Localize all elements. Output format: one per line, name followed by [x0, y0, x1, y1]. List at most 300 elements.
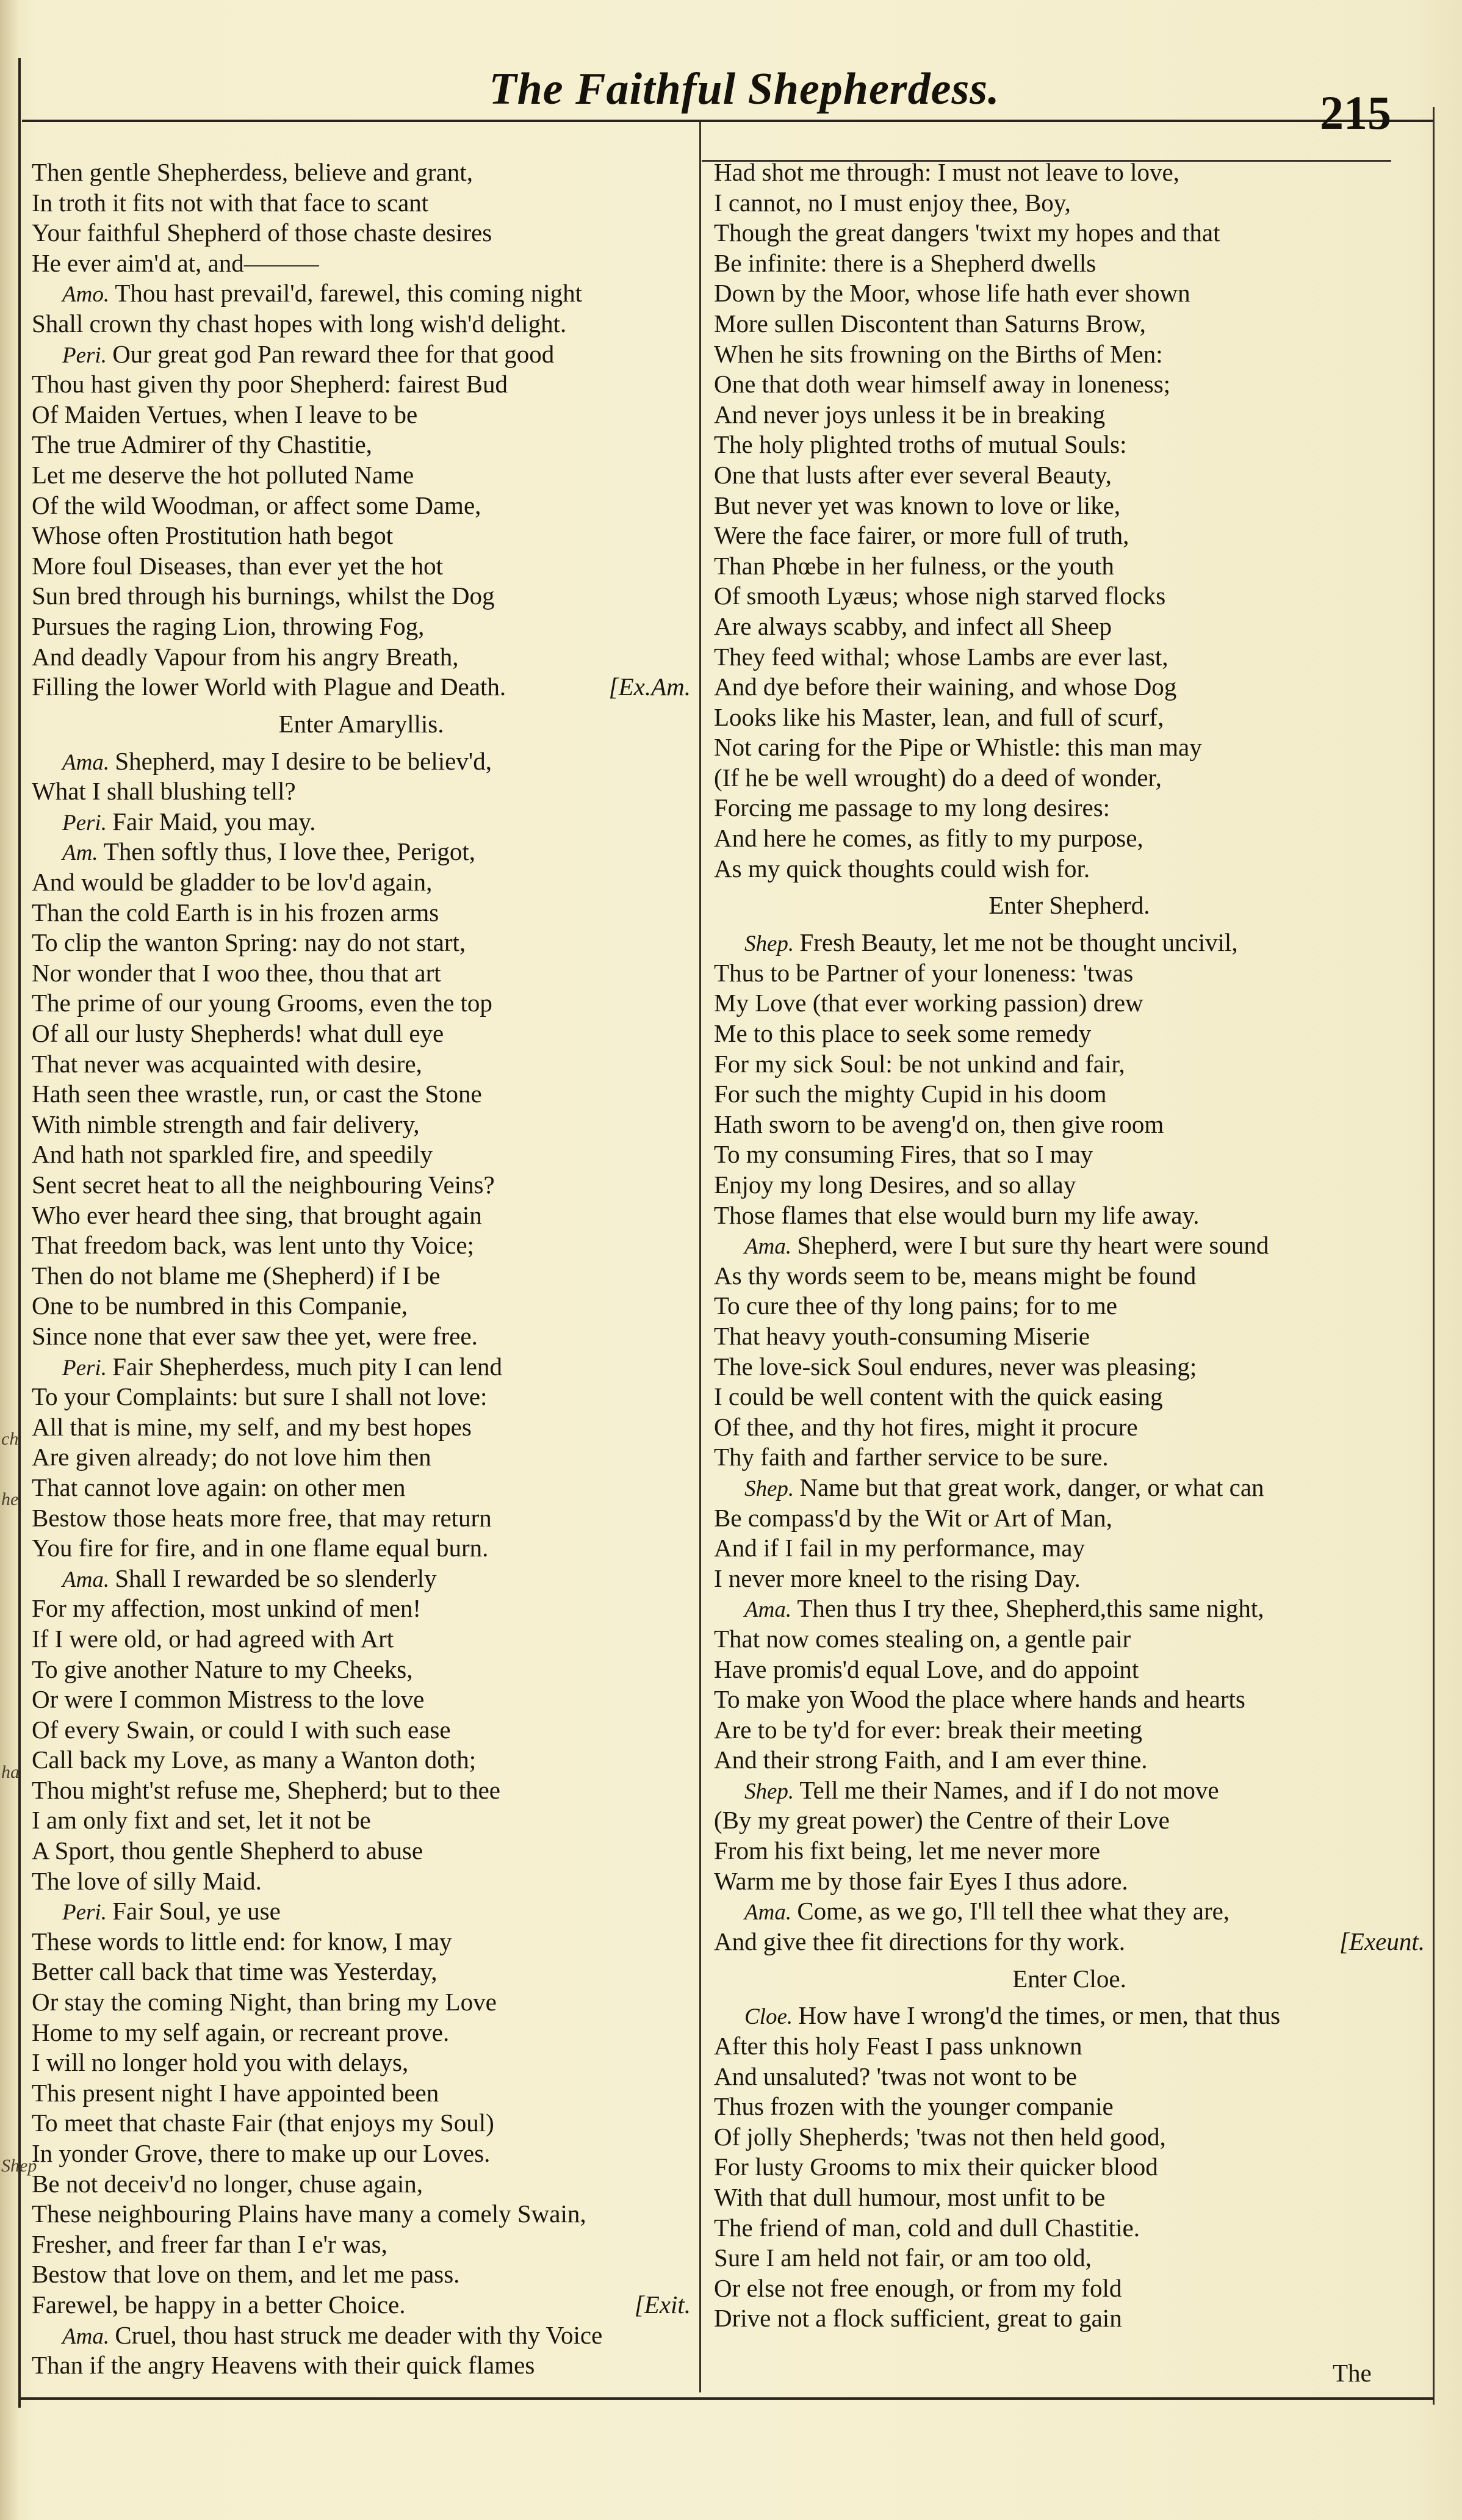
verse-line — [714, 1473, 1425, 1503]
verse-text: Name but that great work, danger, or what can — [799, 1473, 1264, 1501]
verse-text: And hath not sparkled fire, and speedily — [32, 1140, 433, 1169]
verse-line — [32, 1200, 691, 1231]
verse-line — [714, 1412, 1425, 1443]
verse-text: Bestow that love on them, and let me pass. — [32, 2260, 460, 2289]
verse-line — [714, 1655, 1425, 1685]
verse-text: Come, as we go, I'll tell thee what they are, — [797, 1897, 1230, 1926]
verse-text: Fair Shepherdess, much pity I can lend — [112, 1352, 502, 1381]
verse-line — [714, 2001, 1425, 2031]
margin-fragment: Shep — [1, 2155, 37, 2176]
verse-text: But never yet was known to love or like, — [714, 491, 1121, 519]
verse-text: The friend of man, cold and dull Chastitie. — [714, 2213, 1140, 2242]
verse-line — [32, 218, 691, 248]
speaker-prefix: Am. — [62, 840, 104, 866]
verse-text: As thy words seem to be, means might be found — [714, 1261, 1197, 1290]
verse-line — [714, 2303, 1425, 2334]
verse-text: You fire for fire, and in one flame equal burn. — [32, 1534, 489, 1562]
verse-text: Shall I rewarded be so slenderly — [115, 1564, 437, 1592]
verse-line — [714, 521, 1425, 551]
verse-text: Nor wonder that I woo thee, thou that art — [32, 958, 441, 987]
verse-line — [714, 1291, 1425, 1321]
verse-text: And their strong Faith, and I am ever thine. — [714, 1746, 1148, 1774]
verse-line — [32, 1139, 691, 1170]
verse-text: I cannot, no I must enjoy thee, Boy, — [714, 188, 1071, 217]
verse-text: To my consuming Fires, that so I may — [714, 1140, 1093, 1169]
verse-line — [32, 1442, 691, 1473]
verse-text: And deadly Vapour from his angry Breath, — [32, 642, 459, 671]
verse-line — [714, 2122, 1425, 2153]
speaker-prefix: Ama. — [744, 1234, 798, 1260]
verse-line — [32, 1503, 691, 1534]
verse-text: With nimble strength and fair delivery, — [32, 1110, 420, 1138]
verse-line — [714, 672, 1425, 702]
verse-text: Thou hast prevail'd, farewel, this coming night — [115, 279, 583, 308]
verse-line — [714, 1503, 1425, 1534]
verse-text: And if I fail in my performance, may — [714, 1534, 1085, 1562]
verse-text: Tell me their Names, and if I do not move — [799, 1775, 1219, 1804]
verse-text: The true Admirer of thy Chastitie, — [32, 430, 372, 459]
verse-line — [32, 1110, 691, 1140]
verse-text: And unsaluted? 'twas not wont to be — [714, 2062, 1077, 2090]
verse-line — [32, 1230, 691, 1261]
verse-text: Of Maiden Vertues, when I leave to be — [32, 400, 418, 428]
verse-line — [714, 642, 1425, 673]
verse-line — [32, 1957, 691, 1987]
verse-line — [32, 988, 691, 1019]
verse-line — [32, 157, 691, 188]
verse-text: Thou hast given thy poor Shepherd: fairest Bud — [32, 370, 508, 399]
verse-text: The holy plighted troths of mutual Souls: — [714, 430, 1127, 459]
verse-text: Since none that ever saw thee yet, were free. — [32, 1321, 478, 1350]
verse-line — [32, 1624, 691, 1655]
verse-line — [714, 1927, 1425, 1957]
verse-text: He ever aim'd at, and——— — [32, 248, 319, 277]
verse-text: One that doth wear himself away in loneness; — [714, 370, 1171, 399]
verse-line — [32, 309, 691, 339]
verse-text: Have promis'd equal Love, and do appoint — [714, 1655, 1139, 1683]
stage-direction — [32, 702, 691, 746]
verse-text: Who ever heard thee sing, that brought again — [32, 1200, 482, 1229]
verse-text: Or stay the coming Night, than bring my Love — [32, 1988, 497, 2016]
verse-line — [714, 732, 1425, 763]
verse-line — [32, 1473, 691, 1503]
speaker-prefix: Peri. — [62, 1355, 113, 1381]
verse-line — [32, 1352, 691, 1382]
verse-text: Shall crown thy chast hopes with long wish'd delight. — [32, 309, 567, 338]
verse-text: Farewel, be happy in a better Choice. — [32, 2290, 406, 2319]
verse-text: Than if the angry Heavens with their quick flames — [32, 2351, 535, 2380]
verse-line — [714, 1139, 1425, 1170]
verse-line — [32, 2108, 691, 2139]
header-rule — [22, 120, 1433, 122]
verse-text: A Sport, thou gentle Shepherd to abuse — [32, 1836, 423, 1865]
verse-text: Whose often Prostitution hath begot — [32, 521, 394, 550]
verse-line — [32, 746, 691, 777]
verse-text: In troth it fits not with that face to scant — [32, 188, 429, 217]
verse-text: Home to my self again, or recreant prove. — [32, 2018, 450, 2046]
verse-text: Of all our lusty Shepherds! what dull eye — [32, 1019, 444, 1048]
exit-direction: [Exeunt. — [1339, 1927, 1425, 1955]
verse-line — [714, 958, 1425, 989]
verse-line — [32, 1836, 691, 1866]
verse-text: More sullen Discontent than Saturns Brow, — [714, 309, 1146, 338]
stage-direction-text: Enter Cloe. — [1012, 1964, 1126, 1993]
verse-line — [714, 1230, 1425, 1261]
verse-text: Then softly thus, I love thee, Perigot, — [103, 837, 476, 866]
verse-text: Of jolly Shepherds; 'twas not then held good, — [714, 2122, 1166, 2151]
verse-line — [714, 1200, 1425, 1231]
verse-line — [32, 928, 691, 958]
verse-line — [714, 854, 1425, 884]
verse-line — [714, 1533, 1425, 1564]
verse-text: From his fixt being, let me never more — [714, 1836, 1101, 1865]
verse-text: Be compass'd by the Wit or Art of Man, — [714, 1503, 1112, 1532]
verse-text: Let me deserve the hot polluted Name — [32, 460, 414, 489]
verse-text: After this holy Feast I pass unknown — [714, 2032, 1082, 2060]
verse-line — [32, 2320, 691, 2351]
verse-text: The love-sick Soul endures, never was pleasing; — [714, 1352, 1197, 1381]
verse-line — [714, 1352, 1425, 1382]
verse-text: Had shot me through: I must not leave to love, — [714, 158, 1179, 186]
verse-text: Warm me by those fair Eyes I thus adore. — [714, 1866, 1128, 1895]
verse-line — [32, 1049, 691, 1080]
verse-text: And never joys unless it be in breaking — [714, 400, 1106, 428]
verse-line — [32, 642, 691, 673]
stage-direction-text: Enter Shepherd. — [988, 891, 1150, 920]
speaker-prefix: Ama. — [62, 1567, 115, 1592]
verse-line — [32, 430, 691, 460]
verse-line — [32, 1170, 691, 1200]
verse-line — [32, 1291, 691, 1321]
verse-line — [32, 1412, 691, 1443]
verse-line — [32, 460, 691, 491]
verse-text: My Love (that ever working passion) drew — [714, 989, 1143, 1017]
verse-line — [714, 369, 1425, 400]
verse-line — [714, 581, 1425, 612]
verse-text: Sure I am held not fair, or am too old, — [714, 2244, 1092, 2272]
verse-text: And give thee fit directions for thy work. — [714, 1927, 1126, 1955]
verse-text: That now comes stealing on, a gentle pair — [714, 1624, 1131, 1653]
verse-line — [714, 1715, 1425, 1746]
stage-direction — [714, 1957, 1425, 2001]
verse-text: I could be well content with the quick easing — [714, 1382, 1163, 1411]
verse-line — [714, 2273, 1425, 2304]
verse-line — [714, 188, 1425, 218]
left-text-column — [32, 157, 691, 2381]
verse-line — [32, 1775, 691, 1806]
verse-line — [32, 278, 691, 309]
verse-text: How have I wrong'd the times, or men, that thus — [798, 2001, 1281, 2030]
verse-line — [714, 928, 1425, 958]
verse-line — [714, 702, 1425, 733]
left-frame-rule — [18, 58, 21, 2408]
verse-line — [714, 1896, 1425, 1927]
verse-text: Then gentle Shepherdess, believe and grant, — [32, 158, 473, 186]
verse-line — [714, 551, 1425, 582]
verse-line — [714, 1170, 1425, 1200]
verse-text: Fair Soul, ye use — [112, 1897, 281, 1926]
verse-line — [714, 278, 1425, 309]
verse-text: Looks like his Master, lean, and full of scurf, — [714, 702, 1164, 731]
verse-text: They feed withal; whose Lambs are ever last, — [714, 642, 1169, 671]
verse-text: Though the great dangers 'twixt my hopes and that — [714, 218, 1220, 247]
verse-text: In yonder Grove, there to make up our Loves. — [32, 2139, 491, 2167]
verse-text: Filling the lower World with Plague and Death. — [32, 673, 506, 701]
verse-line — [32, 2290, 691, 2320]
margin-fragment: ch — [1, 1429, 19, 1450]
speaker-prefix: Amo. — [62, 282, 115, 308]
verse-text: Cruel, thou hast struck me deader with thy Voice — [115, 2320, 603, 2349]
verse-text: Enjoy my long Desires, and so allay — [714, 1171, 1076, 1199]
verse-line — [714, 1321, 1425, 1352]
speaker-prefix: Ama. — [744, 1900, 798, 1926]
verse-text: Drive not a flock sufficient, great to gain — [714, 2304, 1122, 2333]
stage-direction-text: Enter Amaryllis. — [278, 709, 444, 738]
verse-line — [714, 2213, 1425, 2244]
verse-line — [714, 793, 1425, 823]
verse-text: Of thee, and thy hot fires, might it procure — [714, 1412, 1138, 1441]
verse-text: Me to this place to seek some remedy — [714, 1019, 1092, 1048]
verse-text: All that is mine, my self, and my best hopes — [32, 1412, 472, 1441]
verse-line — [32, 1745, 691, 1775]
verse-line — [32, 1261, 691, 1291]
verse-line — [32, 2048, 691, 2078]
verse-text: (By my great power) the Centre of their Love — [714, 1806, 1170, 1835]
verse-line — [714, 1836, 1425, 1866]
verse-text: Down by the Moor, whose life hath ever shown — [714, 279, 1190, 308]
verse-text: Thy faith and farther service to be sure. — [714, 1443, 1109, 1471]
verse-text: This present night I have appointed been — [32, 2078, 439, 2107]
verse-text: Bestow those heats more free, that may return — [32, 1503, 492, 1532]
verse-text: That cannot love again: on other men — [32, 1473, 406, 1501]
speaker-prefix: Peri. — [62, 1900, 113, 1926]
margin-fragment: he — [1, 1489, 19, 1510]
verse-line — [32, 1896, 691, 1927]
verse-line — [714, 309, 1425, 339]
verse-line — [714, 460, 1425, 491]
verse-text: As my quick thoughts could wish for. — [714, 854, 1090, 883]
verse-line — [714, 1594, 1425, 1624]
verse-text: Fresh Beauty, let me not be thought uncivil, — [799, 928, 1238, 957]
verse-text: Fresher, and freer far than I e'r was, — [32, 2229, 387, 2258]
verse-line — [32, 2018, 691, 2048]
verse-line — [32, 1533, 691, 1564]
verse-line — [714, 1684, 1425, 1715]
verse-line — [714, 1019, 1425, 1049]
column-divider — [699, 159, 701, 2392]
verse-line — [714, 2062, 1425, 2092]
speaker-prefix: Cloe. — [744, 2004, 799, 2030]
exit-direction: [Ex.Am. — [608, 673, 691, 701]
verse-line — [714, 491, 1425, 521]
verse-text: To your Complaints: but sure I shall not love: — [32, 1382, 488, 1411]
verse-line — [32, 188, 691, 218]
verse-text: The love of silly Maid. — [32, 1866, 262, 1895]
verse-line — [32, 1715, 691, 1746]
verse-line — [714, 1745, 1425, 1775]
verse-text: I am only fixt and set, let it not be — [32, 1806, 371, 1835]
verse-line — [714, 612, 1425, 642]
verse-line — [32, 1805, 691, 1836]
verse-line — [714, 430, 1425, 460]
verse-line — [32, 2169, 691, 2200]
speaker-prefix: Shep. — [744, 931, 800, 957]
verse-text: Thus frozen with the younger companie — [714, 2092, 1114, 2121]
verse-text: To make yon Wood the place where hands and hearts — [714, 1685, 1245, 1714]
verse-line — [714, 763, 1425, 793]
verse-line — [714, 823, 1425, 854]
verse-text: Of every Swain, or could I with such ease — [32, 1715, 451, 1744]
verse-line — [32, 1655, 691, 1685]
verse-line — [32, 400, 691, 430]
speaker-prefix: Shep. — [744, 1476, 800, 1501]
verse-text: These words to little end: for know, I may — [32, 1927, 452, 1955]
verse-line — [714, 1866, 1425, 1897]
verse-text: Of the wild Woodman, or affect some Dame, — [32, 491, 481, 519]
verse-line — [32, 339, 691, 370]
verse-text: Or else not free enough, or from my fold — [714, 2273, 1122, 2302]
verse-text: Shepherd, may I desire to be believ'd, — [115, 746, 492, 775]
verse-line — [32, 1594, 691, 1624]
verse-line — [714, 400, 1425, 430]
verse-text: Those flames that else would burn my life away. — [714, 1200, 1200, 1229]
verse-text: Are to be ty'd for ever: break their meeting — [714, 1715, 1142, 1744]
verse-line — [32, 867, 691, 898]
right-frame-rule — [1433, 107, 1435, 2405]
verse-line — [714, 218, 1425, 248]
verse-text: That never was acquainted with desire, — [32, 1049, 422, 1078]
verse-line — [32, 2199, 691, 2229]
verse-text: One that lusts after ever several Beauty, — [714, 460, 1112, 489]
verse-line — [714, 1564, 1425, 1594]
verse-text: Thus to be Partner of your loneness: 'twas — [714, 958, 1134, 987]
verse-text: What I shall blushing tell? — [32, 777, 296, 806]
verse-line — [32, 2078, 691, 2109]
verse-text: Be infinite: there is a Shepherd dwells — [714, 248, 1096, 277]
verse-text: Than the cold Earth is in his frozen arms — [32, 898, 439, 926]
verse-text: Pursues the raging Lion, throwing Fog, — [32, 612, 425, 640]
verse-line — [32, 1382, 691, 1412]
verse-line — [32, 898, 691, 928]
verse-line — [32, 2350, 691, 2381]
verse-text: That heavy youth-consuming Miserie — [714, 1321, 1090, 1350]
verse-text: Our great god Pan reward thee for that good — [112, 339, 555, 368]
verse-text: Shepherd, were I but sure thy heart were sound — [797, 1231, 1269, 1260]
verse-line — [32, 581, 691, 612]
verse-line — [32, 1866, 691, 1897]
verse-line — [32, 1927, 691, 1957]
verse-text: Hath seen thee wrastle, run, or cast the Stone — [32, 1080, 482, 1108]
verse-line — [32, 612, 691, 642]
verse-text: With that dull humour, most unfit to be — [714, 2183, 1106, 2211]
verse-line — [32, 2229, 691, 2260]
verse-text: Thou might'st refuse me, Shepherd; but to thee — [32, 1775, 501, 1804]
verse-text: More foul Diseases, than ever yet the hot — [32, 551, 444, 580]
verse-line — [32, 672, 691, 702]
verse-line — [32, 807, 691, 837]
verse-text: And dye before their waining, and whose Dog — [714, 673, 1177, 701]
verse-text: Were the face fairer, or more full of truth, — [714, 521, 1129, 550]
verse-line — [714, 339, 1425, 370]
verse-text: To meet that chaste Fair (that enjoys my Soul) — [32, 2109, 494, 2137]
speaker-prefix: Ama. — [62, 749, 115, 775]
verse-line — [32, 551, 691, 582]
verse-line — [32, 2259, 691, 2290]
gutter-shadow — [0, 0, 18, 2520]
verse-line — [32, 837, 691, 867]
verse-text: Fair Maid, you may. — [112, 807, 316, 836]
verse-line — [32, 1987, 691, 2018]
verse-text: One to be numbred in this Companie, — [32, 1291, 408, 1320]
verse-line — [714, 2152, 1425, 2182]
verse-text: Better call back that time was Yesterday, — [32, 1957, 438, 1986]
right-text-column — [714, 157, 1425, 2334]
verse-text: That freedom back, was lent unto thy Voice; — [32, 1231, 474, 1260]
speaker-prefix: Ama. — [62, 2323, 115, 2349]
verse-text: For my affection, most unkind of men! — [32, 1594, 422, 1623]
verse-text: Than Phœbe in her fulness, or the youth — [714, 551, 1114, 580]
verse-line — [714, 1805, 1425, 1836]
speaker-prefix: Shep. — [744, 1778, 800, 1804]
verse-text: Not caring for the Pipe or Whistle: this man may — [714, 733, 1202, 762]
verse-text: And here he comes, as fitly to my purpose, — [714, 824, 1143, 853]
verse-text: To cure thee of thy long pains; for to me — [714, 1291, 1117, 1320]
verse-text: To give another Nature to my Cheeks, — [32, 1655, 413, 1683]
stage-direction — [714, 884, 1425, 928]
verse-text: Are given already; do not love him then — [32, 1443, 431, 1471]
verse-line — [714, 1382, 1425, 1412]
verse-text: Sun bred through his burnings, whilst the Dog — [32, 582, 495, 610]
speaker-prefix: Peri. — [62, 342, 113, 368]
verse-text: For such the mighty Cupid in his doom — [714, 1080, 1107, 1108]
margin-fragment: ha — [1, 1761, 20, 1782]
verse-line — [32, 1564, 691, 1594]
verse-line — [714, 1110, 1425, 1140]
verse-text: I will no longer hold you with delays, — [32, 2048, 409, 2077]
verse-text: Or were I common Mistress to the love — [32, 1685, 425, 1714]
verse-line — [32, 958, 691, 989]
verse-text: Then thus I try thee, Shepherd,this same night, — [797, 1594, 1264, 1623]
verse-text: To clip the wanton Spring: nay do not start, — [32, 928, 466, 957]
verse-text: I never more kneel to the rising Day. — [714, 1564, 1081, 1592]
verse-line — [32, 521, 691, 551]
verse-line — [714, 2243, 1425, 2273]
verse-line — [32, 2139, 691, 2169]
verse-text: Forcing me passage to my long desires: — [714, 793, 1111, 822]
verse-text: Be not deceiv'd no longer, chuse again, — [32, 2169, 423, 2198]
verse-line — [714, 2092, 1425, 2122]
column-divider-top — [699, 122, 701, 159]
page-number: 215 — [1320, 86, 1391, 139]
verse-text: These neighbouring Plains have many a comely Swain, — [32, 2200, 586, 2228]
verse-line — [32, 491, 691, 521]
verse-text: Of smooth Lyæus; whose nigh starved flocks — [714, 582, 1166, 610]
verse-text: Then do not blame me (Shepherd) if I be — [32, 1261, 441, 1290]
verse-line — [714, 1261, 1425, 1291]
verse-text: The prime of our young Grooms, even the top — [32, 989, 492, 1017]
verse-line — [32, 369, 691, 400]
verse-line — [32, 1079, 691, 1110]
speaker-prefix: Peri. — [62, 810, 113, 836]
verse-line — [32, 1019, 691, 1049]
verse-line — [714, 1079, 1425, 1110]
verse-line — [714, 2031, 1425, 2062]
verse-line — [714, 2182, 1425, 2213]
verse-line — [714, 1049, 1425, 1080]
verse-line — [714, 1442, 1425, 1473]
verse-text: (If he be well wrought) do a deed of wonder, — [714, 763, 1162, 792]
verse-text: For my sick Soul: be not unkind and fair, — [714, 1049, 1125, 1078]
